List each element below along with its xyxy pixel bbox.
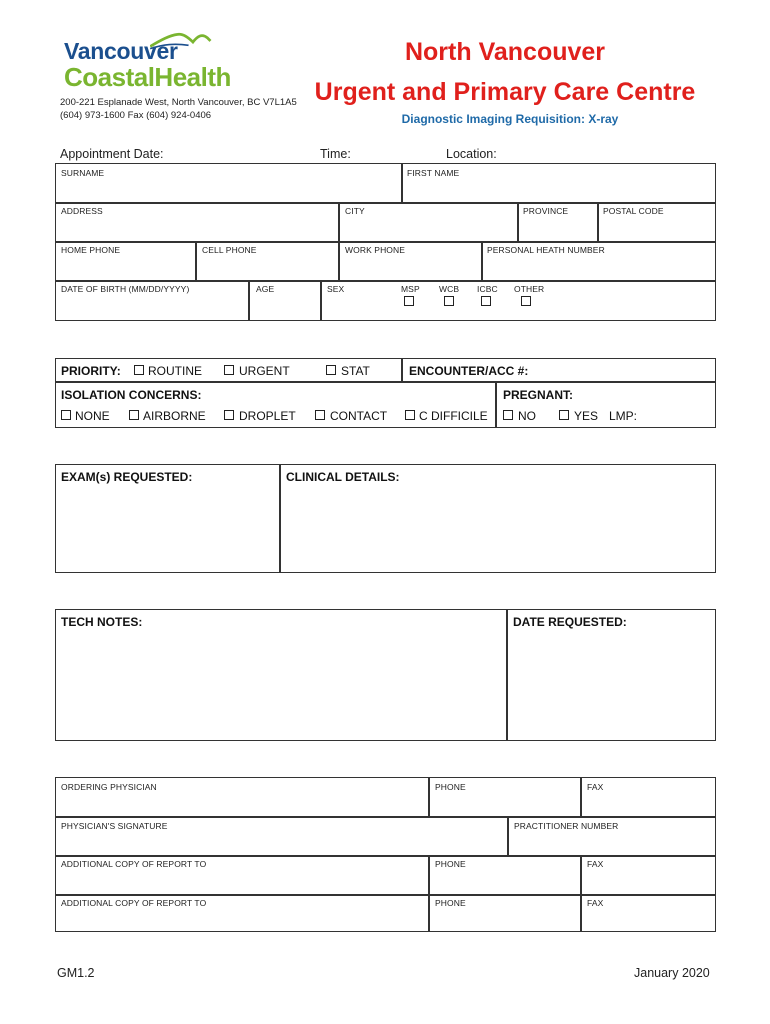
sex-field[interactable]: SEX (327, 284, 345, 294)
physician-fax-field[interactable]: FAX (587, 782, 604, 792)
none-checkbox[interactable] (61, 410, 71, 420)
first-name-field[interactable]: FIRST NAME (407, 168, 460, 178)
pregnant-no-label: NO (518, 409, 536, 423)
address-line-1: 200-221 Esplanade West, North Vancouver, BC V7L1A5 (60, 97, 297, 108)
stat-checkbox[interactable] (326, 365, 336, 375)
contact-label: CONTACT (330, 409, 388, 423)
airborne-label: AIRBORNE (143, 409, 206, 423)
time-label: Time: (320, 147, 351, 161)
form-code: GM1.2 (57, 966, 95, 980)
additional-copy-1-phone-field[interactable]: PHONE (435, 859, 466, 869)
page-title-line2: Urgent and Primary Care Centre (314, 78, 696, 106)
msp-label: MSP (401, 284, 420, 294)
droplet-checkbox[interactable] (224, 410, 234, 420)
routine-label: ROUTINE (148, 364, 202, 378)
province-field[interactable]: PROVINCE (523, 206, 569, 216)
dob-field[interactable]: DATE OF BIRTH (MM/DD/YYYY) (61, 284, 190, 294)
clinic-address (60, 96, 297, 122)
ordering-physician-field[interactable]: ORDERING PHYSICIAN (61, 782, 157, 792)
contact-checkbox[interactable] (315, 410, 325, 420)
additional-copy-2-phone-field[interactable]: PHONE (435, 898, 466, 908)
city-field[interactable]: CITY (345, 206, 365, 216)
tech-notes-field[interactable]: TECH NOTES: (61, 615, 143, 629)
clinical-details-field[interactable]: CLINICAL DETAILS: (286, 470, 400, 484)
logo-text-vancouver: Vancouver (64, 38, 178, 64)
wcb-label: WCB (439, 284, 460, 294)
page-title-line1: North Vancouver (404, 38, 606, 66)
icbc-checkbox[interactable] (481, 296, 491, 306)
encounter-field[interactable]: ENCOUNTER/ACC #: (409, 364, 529, 378)
additional-copy-2-fax-field[interactable]: FAX (587, 898, 604, 908)
other-label: OTHER (514, 284, 545, 294)
pregnant-yes-label: YES (574, 409, 599, 423)
additional-copy-1-fax-field[interactable]: FAX (587, 859, 604, 869)
routine-checkbox[interactable] (134, 365, 144, 375)
date-requested-field[interactable]: DATE REQUESTED: (513, 615, 627, 629)
pregnant-yes-checkbox[interactable] (559, 410, 569, 420)
additional-copy-1-field[interactable]: ADDITIONAL COPY OF REPORT TO (61, 859, 207, 869)
address-line-2: (604) 973-1600 Fax (604) 924-0406 (60, 110, 212, 121)
practitioner-number-field[interactable]: PRACTITIONER NUMBER (514, 821, 619, 831)
additional-copy-2-field[interactable]: ADDITIONAL COPY OF REPORT TO (61, 898, 207, 908)
urgent-label: URGENT (239, 364, 290, 378)
phn-field[interactable]: PERSONAL HEATH NUMBER (487, 245, 605, 255)
other-checkbox[interactable] (521, 296, 531, 306)
priority-label: PRIORITY: (61, 364, 121, 378)
form-subtitle: Diagnostic Imaging Requisition: X-ray (401, 112, 619, 126)
icbc-label: ICBC (477, 284, 498, 294)
wcb-checkbox[interactable] (444, 296, 454, 306)
form-date: January 2020 (634, 966, 710, 980)
isolation-label: ISOLATION CONCERNS: (61, 388, 202, 402)
physician-phone-field[interactable]: PHONE (435, 782, 466, 792)
airborne-checkbox[interactable] (129, 410, 139, 420)
logo-text-coastal-health: CoastalHealth (64, 62, 231, 92)
surname-field[interactable]: SURNAME (61, 168, 105, 178)
work-phone-field[interactable]: WORK PHONE (345, 245, 406, 255)
droplet-label: DROPLET (239, 409, 296, 423)
stat-label: STAT (341, 364, 370, 378)
exam-requested-field[interactable]: EXAM(s) REQUESTED: (61, 470, 193, 484)
pregnant-label: PREGNANT: (503, 388, 574, 402)
msp-checkbox[interactable] (404, 296, 414, 306)
urgent-checkbox[interactable] (224, 365, 234, 375)
c-difficile-label: C DIFFICILE (419, 409, 488, 423)
physician-signature-field[interactable]: PHYSICIAN'S SIGNATURE (61, 821, 168, 831)
appointment-date-label: Appointment Date: (60, 147, 164, 161)
age-field[interactable]: AGE (256, 284, 275, 294)
none-label: NONE (75, 409, 110, 423)
postal-code-field[interactable]: POSTAL CODE (603, 206, 664, 216)
home-phone-field[interactable]: HOME PHONE (61, 245, 121, 255)
c-difficile-checkbox[interactable] (405, 410, 415, 420)
lmp-field[interactable]: LMP: (609, 409, 638, 423)
location-label: Location: (446, 147, 497, 161)
pregnant-no-checkbox[interactable] (503, 410, 513, 420)
cell-phone-field[interactable]: CELL PHONE (202, 245, 257, 255)
address-field[interactable]: ADDRESS (61, 206, 103, 216)
